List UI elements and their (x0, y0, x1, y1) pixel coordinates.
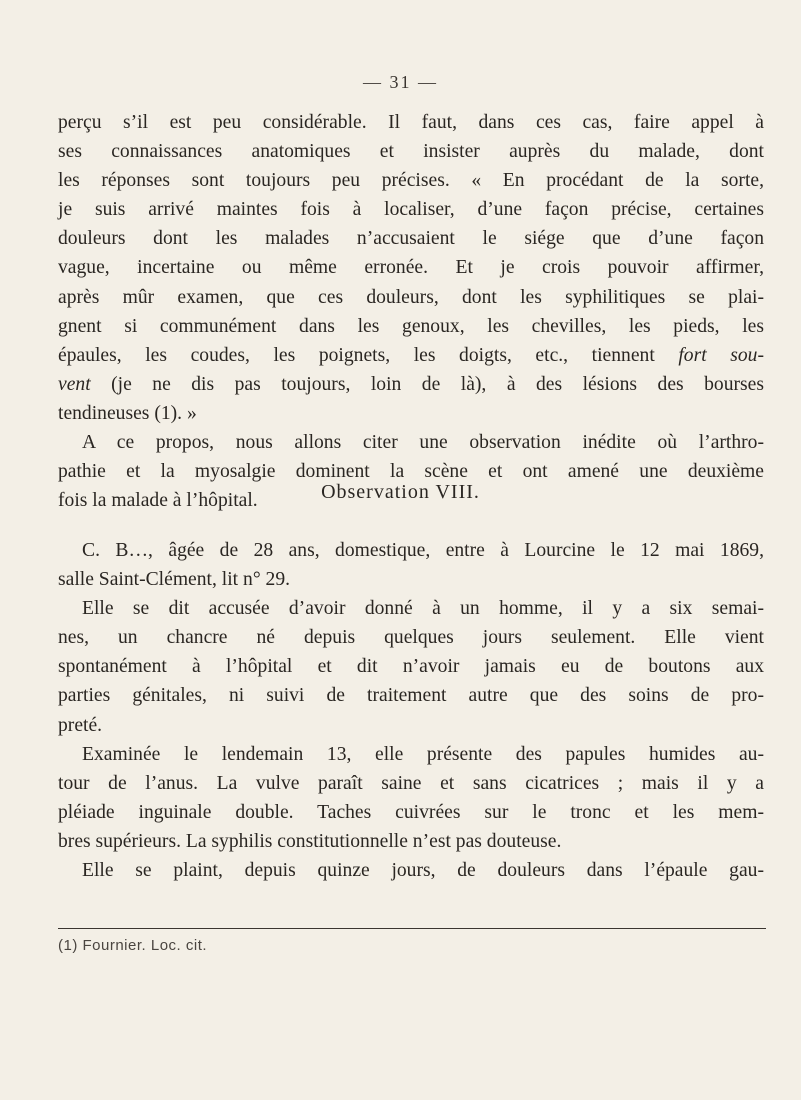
text-line: vague, incertaine ou même erronée. Et je crois pouvoir affirmer, (58, 257, 764, 279)
text-line: A ce propos, nous allons citer une observation inédite où l’arthro- (82, 432, 764, 454)
observation-title: Observation VIII. (321, 481, 480, 503)
text-line: tour de l’anus. La vulve paraît saine et sans cicatrices ; mais il y a (58, 772, 764, 794)
text-line: C. B…, âgée de 28 ans, domestique, entre à Lourcine le 12 mai 1869, (82, 540, 764, 561)
text-line: nes, un chancre né depuis quelques jours seulement. Elle vient (58, 627, 764, 649)
text-line-with-italic (58, 370, 764, 399)
text-line: pathie et la myosalgie dominent la scène et ont amené une deuxième (58, 461, 764, 483)
text-line: Elle se dit accusée d’avoir donné à un homme, il y a six semai- (82, 598, 764, 620)
text-line: gnent si communément dans les genoux, les chevilles, les pieds, les (58, 315, 764, 337)
text-line: pléiade inguinale double. Taches cuivrées sur le tronc et les mem- (58, 801, 764, 823)
text-line: tendineuses (1). » (58, 402, 197, 424)
text-line: ses connaissances anatomiques et insister auprès du malade, dont (58, 141, 764, 163)
text-line: salle Saint-Clément, lit n° 29. (58, 569, 291, 591)
footnote-divider (58, 928, 766, 929)
footnote: (1) Fournier. Loc. cit. (58, 937, 208, 954)
italic-text: fort sou- (678, 344, 764, 366)
text-line: Elle se plaint, depuis quinze jours, de douleurs dans l’épaule gau- (82, 860, 764, 882)
text-line: preté. (58, 714, 103, 736)
text-line: perçu s’il est peu considérable. Il faut, dans ces cas, faire appel à (58, 112, 764, 133)
text-segment: (je ne dis pas toujours, loin de là), à des lésions des bourses (90, 373, 764, 395)
text-line: parties génitales, ni suivi de traitement autre que des soins de pro- (58, 685, 764, 707)
text-line: je suis arrivé maintes fois à localiser, d’une façon précise, certaines (58, 199, 764, 221)
text-line: après mûr examen, que ces douleurs, dont les syphilitiques se plai- (58, 286, 764, 308)
body-text-top (58, 108, 764, 515)
text-line: bres supérieurs. La syphilis constitutionnelle n’est pas douteuse. (58, 830, 562, 852)
page-number: — 31 — (363, 72, 438, 92)
text-line: fois la malade à l’hôpital. (58, 490, 258, 512)
text-line: douleurs dont les malades n’accusaient le siége que d’une façon (58, 228, 764, 250)
text-line: les réponses sont toujours peu précises. « En procédant de la sorte, (58, 170, 764, 192)
body-text-bottom (58, 536, 764, 885)
italic-text: vent (58, 373, 91, 395)
text-line: spontanément à l’hôpital et dit n’avoir jamais eu de boutons aux (58, 656, 764, 678)
text-segment: épaules, les coudes, les poignets, les doigts, etc., tiennent (58, 344, 655, 366)
text-line-with-italic (58, 341, 764, 370)
text-line: Examinée le lendemain 13, elle présente des papules humides au- (82, 743, 764, 765)
